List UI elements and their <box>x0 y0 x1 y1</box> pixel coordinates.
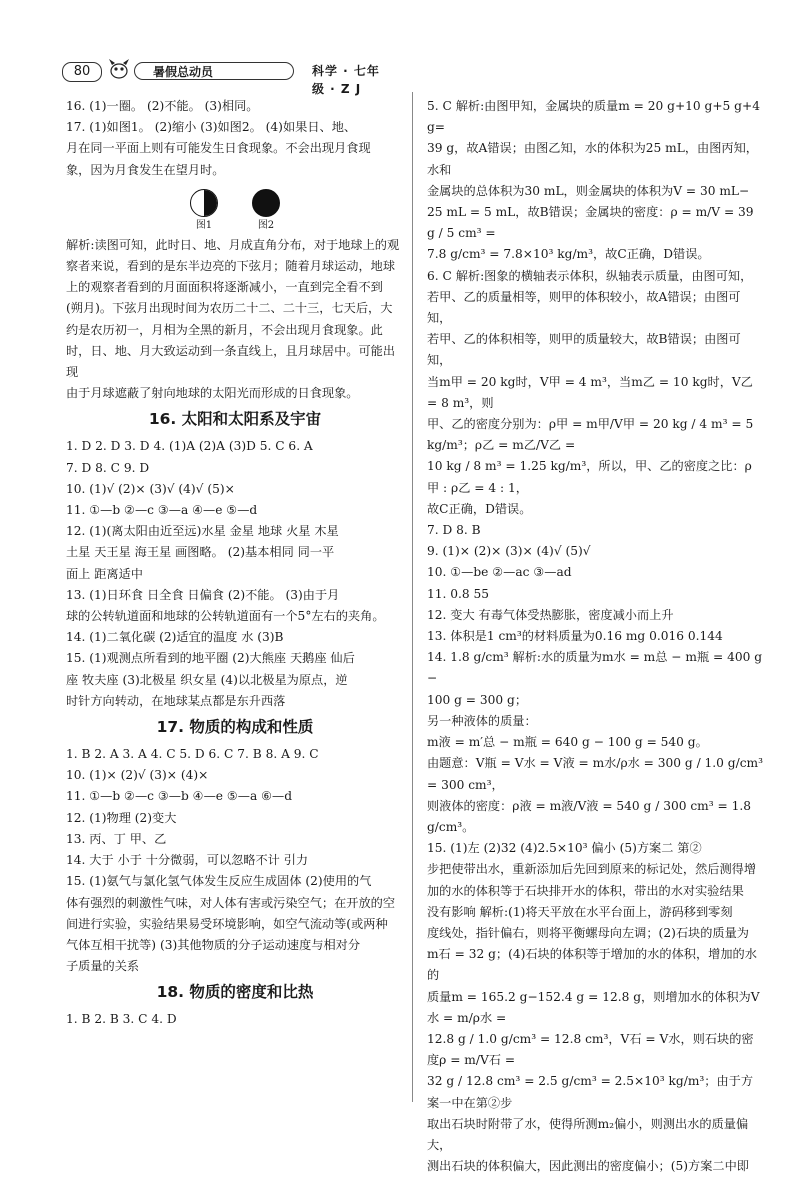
text-line: 7. D 8. B <box>427 523 481 538</box>
text-line: 13. 丙、丁 甲、乙 <box>66 831 167 846</box>
series-title: 暑假总动员 <box>134 62 294 80</box>
text-line: 甲、乙的密度分别为：ρ甲 = m甲/V甲 = 20 kg / 4 m³ = 5 kg/m³；ρ乙 = m乙/V乙 = <box>427 417 754 453</box>
section-18-answers <box>66 1009 404 1030</box>
text-line: 10. (1)√ (2)× (3)√ (4)√ (5)× <box>66 481 235 496</box>
text-line: 月在同一平面上则有可能发生日食现象。不会出现月食现 <box>66 141 371 156</box>
text-line: 由于月球遮蔽了射向地球的太阳光而形成的日食现象。 <box>66 386 359 401</box>
subject-label: 科学 · 七年级 · Z J <box>312 64 380 96</box>
text-line: 9. (1)× (2)× (3)× (4)√ (5)√ <box>427 544 591 559</box>
moon-figures <box>66 189 404 233</box>
text-line: 7. D 8. C 9. D <box>66 460 150 475</box>
text-line: 14. 大于 小于 十分微弱，可以忽略不计 引力 <box>66 853 309 868</box>
text-line: 25 mL = 5 mL，故B错误；金属块的密度：ρ = m/V = 39 g / 5 cm³ = <box>427 205 754 241</box>
text-line: 度线处，指针偏右，则将平衡螺母向左调；(2)石块的质量为 <box>427 925 749 940</box>
text-line: 11. ①—b ②—c ③—b ④—e ⑤—a ⑥—d <box>66 789 293 804</box>
text-line: 13. (1)日环食 日全食 日偏食 (2)不能。 (3)由于月 <box>66 587 340 602</box>
text-line: 12. (1)物理 (2)变大 <box>66 810 177 825</box>
text-line: 没有影响 解析:(1)将天平放在水平台面上，游码移到零刻 <box>427 904 733 919</box>
text-line: 察者来说，看到的是东半边亮的下弦月；随着月球运动，地球 <box>66 259 396 274</box>
text-line: 上的观察者看到的月面面积将逐渐减小，一直到完全看不到 <box>66 280 383 295</box>
text-line: 体有强烈的刺激性气味，对人体有害或污染空气；在开放的空 <box>66 895 396 910</box>
text-line: 15. (1)观测点所看到的地平圈 (2)大熊座 天鹅座 仙后 <box>66 651 355 666</box>
text-line: 时针方向转动，在地球某点都是东升西落 <box>66 693 286 708</box>
intro-answers <box>66 96 404 181</box>
text-line: 7.8 g/cm³ = 7.8×10³ kg/m³，故C正确，D错误。 <box>427 247 710 262</box>
text-line: 1. B 2. B 3. C 4. D <box>66 1012 177 1027</box>
text-line: 面上 距离适中 <box>66 566 143 581</box>
text-line: 14. (1)二氧化碳 (2)适宜的温度 水 (3)B <box>66 630 284 645</box>
column-divider <box>412 92 413 1102</box>
text-line: 10 kg / 8 m³ = 1.25 kg/m³，所以，甲、乙的密度之比：ρ甲 : ρ乙 = 4 : 1， <box>427 459 752 495</box>
section-16-answers <box>66 436 404 712</box>
left-column <box>66 96 404 1031</box>
page-number: 80 <box>62 62 102 82</box>
figure-2-label: 图2 <box>257 219 275 231</box>
mascot-icon <box>106 56 132 82</box>
text-line: 14. 1.8 g/cm³ 解析:水的质量为m水 = m总 − m瓶 = 400 g − <box>427 650 763 686</box>
text-line: 当m甲 = 20 kg时，V甲 = 4 m³，当m乙 = 10 kg时，V乙 = 8 m³，则 <box>427 374 753 410</box>
text-line: 土星 天王星 海王星 画图略。 (2)基本相同 同一平 <box>66 545 335 560</box>
text-line: m液 = m′总 − m瓶 = 640 g − 100 g = 540 g。 <box>427 735 708 750</box>
text-line: 5. C 解析:由图甲知，金属块的质量m = 20 g+10 g+5 g+4 g= <box>427 99 760 135</box>
text-line: 由题意：V瓶 = V水 = V液 = m水/ρ水 = 300 g / 1.0 g/cm³ = 300 cm³， <box>427 756 763 792</box>
analysis-block <box>66 235 404 405</box>
text-line: 12. (1)(离太阳由近至远)水星 金星 地球 火星 木星 <box>66 524 339 539</box>
text-line: 取出石块时附带了水，使得所测m₂偏小，则测出水的质量偏大， <box>427 1116 749 1152</box>
text-line: 6. C 解析:图象的横轴表示体积，纵轴表示质量，由图可知， <box>427 268 753 283</box>
text-line: 100 g = 300 g； <box>427 692 528 707</box>
text-line: 17. (1)如图1。 (2)缩小 (3)如图2。 (4)如果日、地、 <box>66 120 357 135</box>
text-line: m石 = 32 g；(4)石块的体积等于增加的水的体积，增加的水的 <box>427 947 757 983</box>
text-line: 间进行实验，实验结果易受环境影响，如空气流动等(或两种 <box>66 916 388 931</box>
text-line: 11. 0.8 55 <box>427 586 490 601</box>
text-line: 步把使带出水，重新添加后先回到原来的标记处，然后测得增 <box>427 862 757 877</box>
section-17-answers <box>66 744 404 977</box>
text-line: 若甲、乙的体积相等，则甲的质量较大，故B错误；由图可知， <box>427 332 741 368</box>
text-line: 10. (1)× (2)√ (3)× (4)× <box>66 768 209 783</box>
text-line: 11. ①—b ②—c ③—a ④—e ⑤—d <box>66 503 258 518</box>
text-line: 10. ①—be ②—ac ③—ad <box>427 565 572 580</box>
text-line: 1. D 2. D 3. D 4. (1)A (2)A (3)D 5. C 6. A <box>66 439 313 454</box>
half-moon-icon <box>190 189 218 217</box>
text-line: 象，因为月食发生在望月时。 <box>66 162 225 177</box>
text-line: 1. B 2. A 3. A 4. C 5. D 6. C 7. B 8. A 9. C <box>66 747 319 762</box>
text-line: 约是农历初一，月相为全黑的新月，不会出现月食现象。此 <box>66 322 383 337</box>
text-line: 13. 体积是1 cm³的材料质量为0.16 mg 0.016 0.144 <box>427 629 723 644</box>
figure-2 <box>252 189 280 233</box>
text-line: 39 g，故A错误；由图乙知，水的体积为25 mL，由图丙知，水和 <box>427 141 758 177</box>
text-line: 测出石块的体积偏大，因此测出的密度偏小；(5)方案二中即 <box>427 1159 749 1174</box>
right-column <box>427 96 763 1177</box>
text-line: 气体互相干扰等) (3)其他物质的分子运动速度与相对分 <box>66 937 361 952</box>
text-line: 子质量的关系 <box>66 959 140 974</box>
text-line: 时，日、地、月大致运动到一条直线上，且月球居中。可能出现 <box>66 343 396 380</box>
figure-1-label: 图1 <box>195 219 213 231</box>
text-line: 12. 变大 有毒气体受热膨胀，密度减小而上升 <box>427 607 674 622</box>
text-line: 加的水的体积等于石块排开水的体积，带出的水对实验结果 <box>427 883 744 898</box>
section-16-title: 16. 太阳和太阳系及宇宙 <box>148 410 322 429</box>
figure-1 <box>190 189 218 233</box>
section-17-title: 17. 物质的构成和性质 <box>156 718 314 737</box>
text-line: 则液体的密度：ρ液 = m液/V液 = 540 g / 300 cm³ = 1.8 g/cm³。 <box>427 798 751 834</box>
text-line: (朔月)。下弦月出现时间为农历二十二、二十三，七天后，大 <box>66 301 393 316</box>
text-line: 故C正确，D错误。 <box>427 501 532 516</box>
text-line: 质量m = 165.2 g−152.4 g = 12.8 g，则增加水的体积为V水 = m/ρ水 = <box>427 989 760 1025</box>
text-line: 球的公转轨道面和地球的公转轨道面有一个5°左右的夹角。 <box>66 609 385 624</box>
text-line: 解析:读图可知，此时日、地、月成直角分布，对于地球上的观 <box>66 237 400 252</box>
page-header <box>62 62 392 96</box>
text-line: 若甲、乙的质量相等，则甲的体积较小，故A错误；由图可知， <box>427 289 741 326</box>
text-line: 座 牧夫座 (3)北极星 织女星 (4)以北极星为原点，逆 <box>66 672 348 687</box>
text-line: 15. (1)氨气与氯化氢气体发生反应生成固体 (2)使用的气 <box>66 874 372 889</box>
text-line: 32 g / 12.8 cm³ = 2.5 g/cm³ = 2.5×10³ kg/m³；由于方案一中在第②步 <box>427 1074 754 1110</box>
text-line: 12.8 g / 1.0 g/cm³ = 12.8 cm³，V石 = V水，则石块的密度ρ = m/V石 = <box>427 1031 754 1068</box>
text-line: 金属块的总体积为30 mL，则金属块的体积为V = 30 mL− <box>427 183 750 198</box>
new-moon-icon <box>252 189 280 217</box>
section-18-title: 18. 物质的密度和比热 <box>156 983 314 1002</box>
text-line: 另一种液体的质量： <box>427 713 537 728</box>
text-line: 16. (1)一圈。 (2)不能。 (3)相同。 <box>66 99 259 113</box>
text-line: 15. (1)左 (2)32 (4)2.5×10³ 偏小 (5)方案二 第② <box>427 841 702 856</box>
